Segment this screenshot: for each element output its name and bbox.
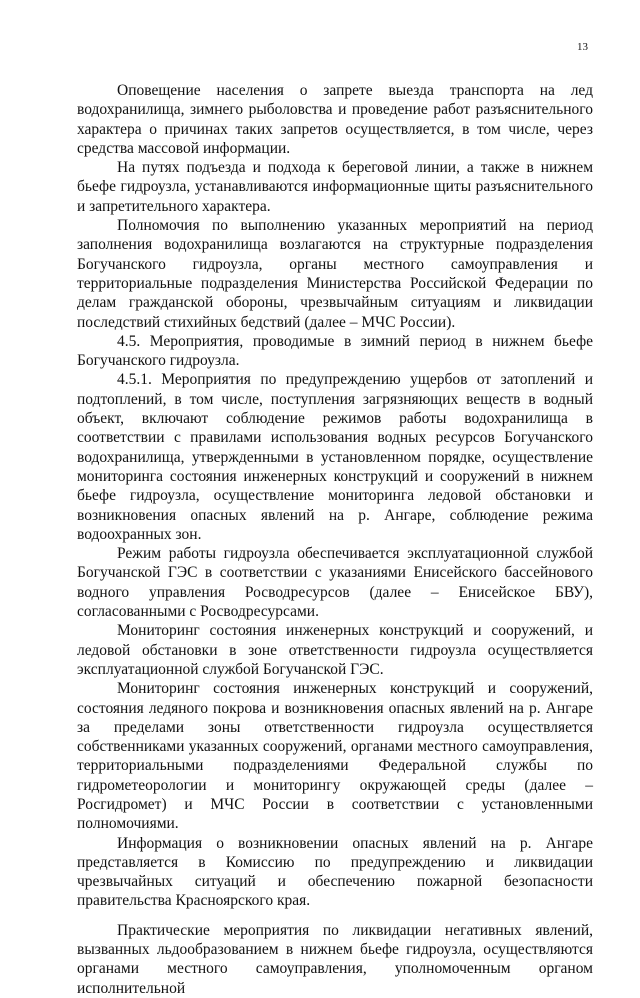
paragraph-monitoring-outside: Мониторинг состояния инженерных конструкций и сооружений, состояния ледяного покрова и возникновения опасных явлений на р. Ангаре за пределами зоны ответственности гидроузла осуществляется собственниками указанных сооружений, органами местного самоуправления, территориальными подразделениями Федеральной службы по гидрометеорологии и мониторингу окружающей среды (далее – Росгидромет) и МЧС России в соответствии с установленными полномочиями. bbox=[77, 680, 593, 833]
paragraph-notification: Оповещение населения о запрете выезда транспорта на лед водохранилища, зимнего рыболовства и проведение работ разъяснительного характера о причинах таких запретов осуществляется, в том числе, через средства массовой информации. bbox=[77, 82, 593, 157]
paragraph-4-5-1: 4.5.1. Мероприятия по предупреждению ущербов от затоплений и подтоплений, в том числе, поступления загрязняющих веществ в водный объект, включают соблюдение режимов работы водохранилища в соответствии с правилами использования водных ресурсов Богучанского водохранилища, утвержденными в установленном порядке, осуществление мониторинга состояния инженерных конструкций и сооружений в нижнем бьефе гидроузла, осуществление мониторинга ледовой обстановки и возникновения опасных явлений на р. Ангаре, соблюдение режима водоохранных зон. bbox=[77, 371, 593, 543]
paragraph-monitoring-zone: Мониторинг состояния инженерных конструкций и сооружений, и ледовой обстановки в зоне ответственности гидроузла осуществляется эксплуатационной службой Богучанской ГЭС. bbox=[77, 622, 593, 678]
document-body bbox=[77, 81, 593, 998]
paragraph-authority: Полномочия по выполнению указанных мероприятий на период заполнения водохранилища возлагаются на структурные подразделения Богучанского гидроузла, органы местного самоуправления и территориальные подразделения Министерства Российской Федерации по делам гражданской обороны, чрезвычайным ситуациям и ликвидации последствий стихийных бедствий (далее – МЧС России). bbox=[77, 217, 593, 331]
paragraph-practical-measures: Практические мероприятия по ликвидации негативных явлений, вызванных льдообразованием в нижнем бьефе гидроузла, осуществляются органами местного самоуправления, уполномоченным органом исполнительной bbox=[77, 921, 593, 997]
paragraph-operation-mode: Режим работы гидроузла обеспечивается эксплуатационной службой Богучанской ГЭС в соответствии с указаниями Енисейского бассейнового водного управления Росводресурсов (далее – Енисейское БВУ), согласованными с Росводресурсами. bbox=[77, 545, 593, 621]
section-heading-4-5: 4.5. Мероприятия, проводимые в зимний период в нижнем бьефе Богучанского гидроузла. bbox=[77, 332, 593, 370]
paragraph-info-boards: На путях подъезда и подхода к береговой линии, а также в нижнем бьефе гидроузла, устанавливаются информационные щиты разъяснительного и запретительного характера. bbox=[77, 159, 593, 215]
paragraph-information: Информация о возникновении опасных явлений на р. Ангаре представляется в Комиссию по предупреждению и ликвидации чрезвычайных ситуаций и обеспечению пожарной безопасности правительства Красноярского края. bbox=[77, 834, 593, 910]
page-number: 13 bbox=[577, 41, 588, 53]
